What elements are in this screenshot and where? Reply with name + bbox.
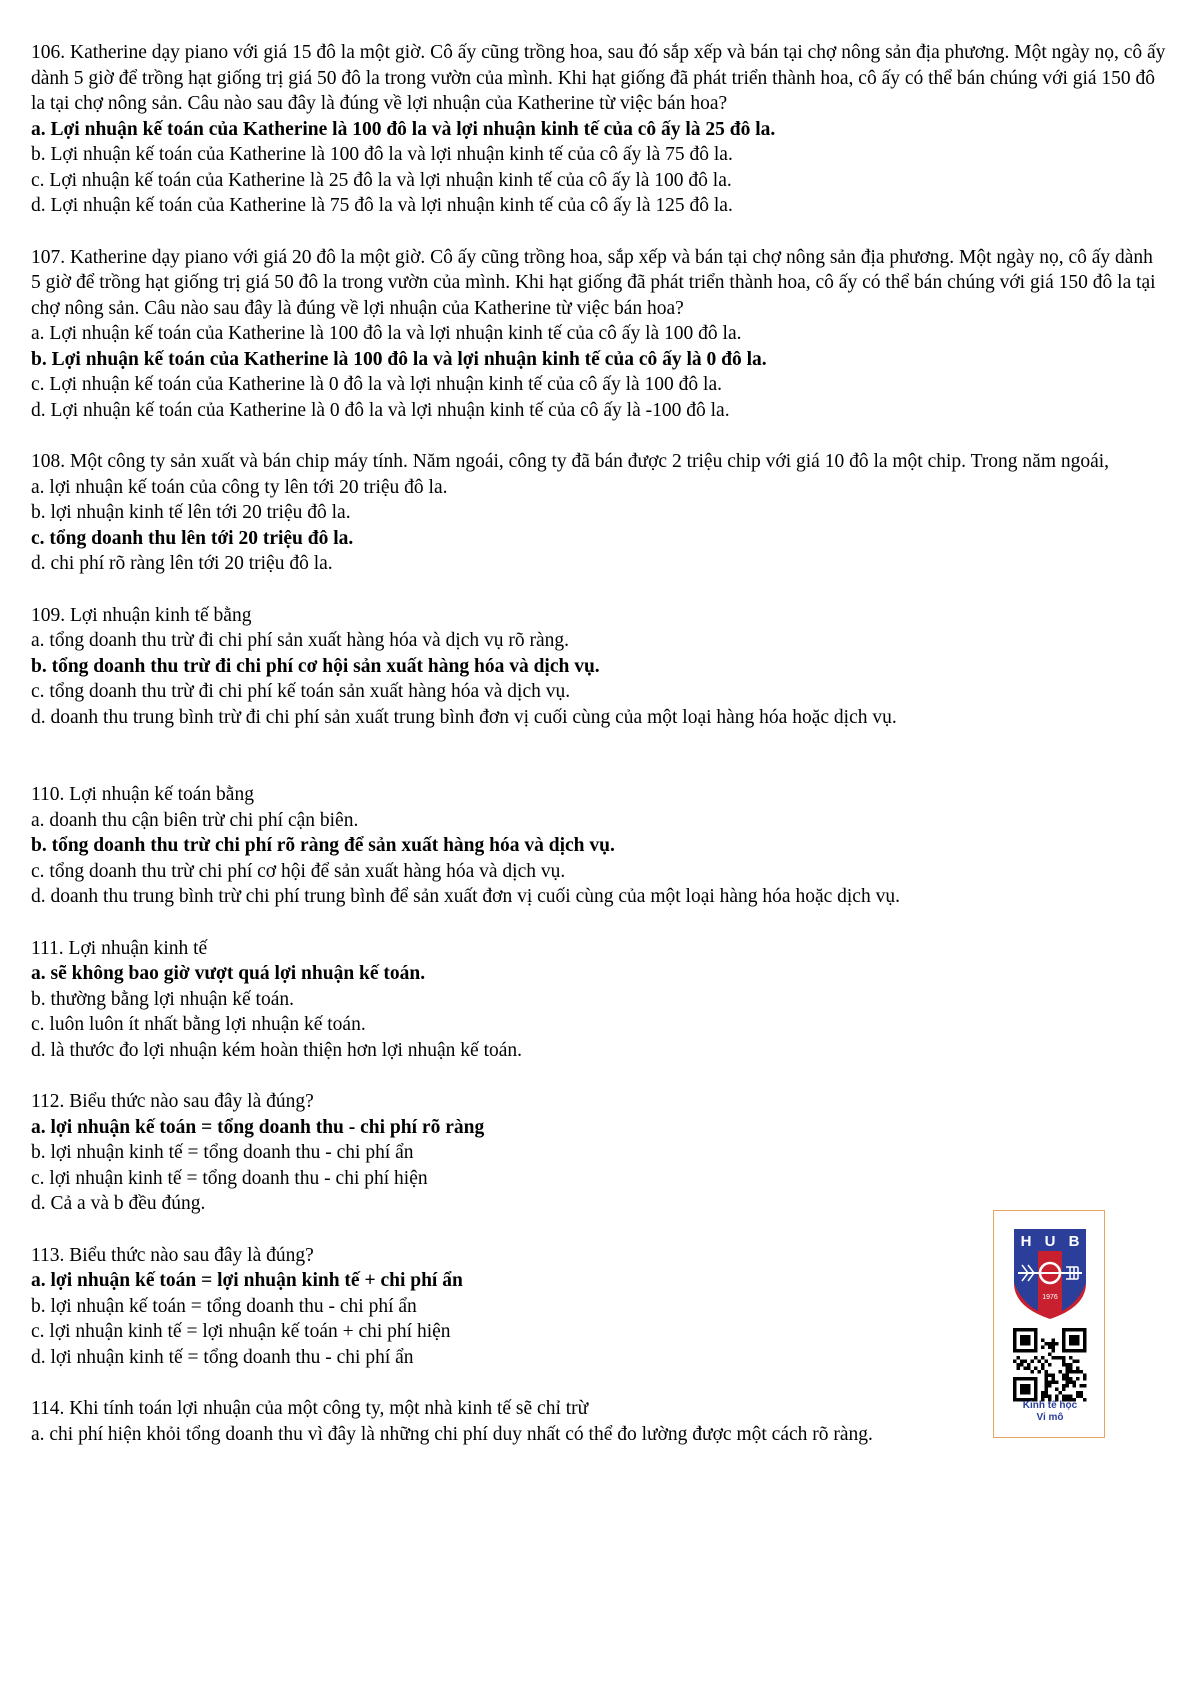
answer-option-correct: b. Lợi nhuận kế toán của Katherine là 100 đô la và lợi nhuận kinh tế của cô ấy là 0 đô la. <box>31 348 767 370</box>
shield-letter-h: H <box>1020 1233 1032 1250</box>
question-block <box>31 449 1166 577</box>
hub-shield-icon <box>1012 1227 1088 1321</box>
question-stem: 114. Khi tính toán lợi nhuận của một công ty, một nhà kinh tế sẽ chỉ trừ <box>31 1398 589 1419</box>
hub-logo-card <box>993 1210 1105 1438</box>
answer-option: c. lợi nhuận kinh tế = lợi nhuận kế toán + chi phí hiện <box>31 1321 451 1342</box>
answer-option-correct: c. tổng doanh thu lên tới 20 triệu đô la. <box>31 527 354 549</box>
question-stem: 108. Một công ty sản xuất và bán chip máy tính. Năm ngoái, công ty đã bán được 2 triệu chip với giá 10 đô la một chip. Trong năm ngoái, <box>31 451 1110 472</box>
question-block <box>31 603 1166 731</box>
answer-option: a. chi phí hiện khỏi tổng doanh thu vì đây là những chi phí duy nhất có thể đo lường được một cách rõ ràng. <box>31 1423 873 1445</box>
answer-option: c. tổng doanh thu trừ đi chi phí kế toán sản xuất hàng hóa và dịch vụ. <box>31 681 571 702</box>
question-stem: 106. Katherine dạy piano với giá 15 đô la một giờ. Cô ấy cũng trồng hoa, sau đó sắp xếp và bán tại chợ nông sản địa phương. Một ngày nọ, cô ấy dành 5 giờ để trồng hạt giống trị giá 50 đô la trong vườn của mình. Khi hạt giống đã phát triển thành hoa, cô ấy có thể bán chúng với giá 150 đô la tại chợ nông sản. Câu nào sau đây là đúng về lợi nhuận của Katherine từ việc bán hoa? <box>31 42 1166 114</box>
question-stem: 111. Lợi nhuận kinh tế <box>31 937 208 959</box>
question-block <box>31 245 1166 424</box>
answer-option: a. tổng doanh thu trừ đi chi phí sản xuất hàng hóa và dịch vụ rõ ràng. <box>31 630 570 651</box>
answer-option: d. doanh thu trung bình trừ chi phí trung bình để sản xuất đơn vị cuối cùng của một loại hàng hóa hoặc dịch vụ. <box>31 886 900 907</box>
answer-option: b. thường bằng lợi nhuận kế toán. <box>31 988 294 1010</box>
answer-option: b. lợi nhuận kinh tế lên tới 20 triệu đô la. <box>31 502 351 523</box>
logo-caption-line2: Vi mô <box>1036 1412 1064 1423</box>
answer-option: b. lợi nhuận kế toán = tổng doanh thu - chi phí ẩn <box>31 1295 417 1317</box>
logo-caption-line1: Kinh tế học <box>1022 1400 1078 1411</box>
answer-option: c. tổng doanh thu trừ chi phí cơ hội để sản xuất hàng hóa và dịch vụ. <box>31 860 566 882</box>
answer-option-correct: a. lợi nhuận kế toán = tổng doanh thu - chi phí rõ ràng <box>31 1116 485 1138</box>
answer-option: d. Cả a và b đều đúng. <box>31 1193 206 1214</box>
answer-option-correct: b. tổng doanh thu trừ chi phí rõ ràng để sản xuất hàng hóa và dịch vụ. <box>31 835 615 856</box>
shield-letter-b: B <box>1068 1233 1080 1250</box>
answer-option: d. là thước đo lợi nhuận kém hoàn thiện hơn lợi nhuận kế toán. <box>31 1039 523 1061</box>
answer-option: d. doanh thu trung bình trừ đi chi phí sản xuất trung bình đơn vị cuối cùng của một loại hàng hóa hoặc dịch vụ. <box>31 706 897 728</box>
shield-letter-u: U <box>1044 1233 1056 1250</box>
question-block <box>31 40 1166 219</box>
question-stem: 109. Lợi nhuận kinh tế bằng <box>31 604 252 626</box>
question-block <box>31 782 1166 910</box>
answer-option: c. lợi nhuận kinh tế = tổng doanh thu - chi phí hiện <box>31 1167 428 1189</box>
answer-option: d. chi phí rõ ràng lên tới 20 triệu đô la. <box>31 553 333 574</box>
answer-option: c. Lợi nhuận kế toán của Katherine là 0 đô la và lợi nhuận kinh tế của cô ấy là 100 đô la. <box>31 374 722 395</box>
answer-option: d. Lợi nhuận kế toán của Katherine là 0 đô la và lợi nhuận kinh tế của cô ấy là -100 đô la. <box>31 399 730 421</box>
answer-option: c. luôn luôn ít nhất bằng lợi nhuận kế toán. <box>31 1014 366 1035</box>
qr-code-icon <box>1013 1328 1087 1408</box>
answer-option: b. lợi nhuận kinh tế = tổng doanh thu - chi phí ẩn <box>31 1142 414 1163</box>
question-block <box>31 936 1166 1064</box>
question-stem: 107. Katherine dạy piano với giá 20 đô la một giờ. Cô ấy cũng trồng hoa, sắp xếp và bán tại chợ nông sản địa phương. Một ngày nọ, cô ấy dành 5 giờ để trồng hạt giống trị giá 50 đô la trong vườn của mình. Khi hạt giống đã phát triển thành hoa, cô ấy có thể bán chúng với giá 150 đô la tại chợ nông sản. Câu nào sau đây là đúng về lợi nhuận của Katherine từ việc bán hoa? <box>31 246 1156 319</box>
answer-option-correct: a. Lợi nhuận kế toán của Katherine là 100 đô la và lợi nhuận kinh tế của cô ấy là 25 đô la. <box>31 118 776 140</box>
question-stem: 113. Biểu thức nào sau đây là đúng? <box>31 1244 314 1266</box>
answer-option-correct: a. lợi nhuận kế toán = lợi nhuận kinh tế + chi phí ẩn <box>31 1270 463 1291</box>
answer-option: a. doanh thu cận biên trừ chi phí cận biên. <box>31 809 359 831</box>
answer-option-correct: a. sẽ không bao giờ vượt quá lợi nhuận kế toán. <box>31 963 426 984</box>
answer-option-correct: b. tổng doanh thu trừ đi chi phí cơ hội sản xuất hàng hóa và dịch vụ. <box>31 655 600 677</box>
question-stem: 112. Biểu thức nào sau đây là đúng? <box>31 1091 314 1112</box>
answer-option: d. lợi nhuận kinh tế = tổng doanh thu - chi phí ẩn <box>31 1346 414 1368</box>
answer-option: d. Lợi nhuận kế toán của Katherine là 75 đô la và lợi nhuận kinh tế của cô ấy là 125 đô la. <box>31 195 733 216</box>
answer-option: b. Lợi nhuận kế toán của Katherine là 100 đô la và lợi nhuận kinh tế của cô ấy là 75 đô la. <box>31 144 733 165</box>
answer-option: a. lợi nhuận kế toán của công ty lên tới 20 triệu đô la. <box>31 476 448 498</box>
question-stem: 110. Lợi nhuận kế toán bằng <box>31 784 254 805</box>
answer-option: a. Lợi nhuận kế toán của Katherine là 100 đô la và lợi nhuận kinh tế của cô ấy là 100 đô la. <box>31 323 742 344</box>
shield-year: 1976 <box>1042 1294 1058 1301</box>
question-block <box>31 1089 1166 1217</box>
answer-option: c. Lợi nhuận kế toán của Katherine là 25 đô la và lợi nhuận kinh tế của cô ấy là 100 đô la. <box>31 169 732 191</box>
